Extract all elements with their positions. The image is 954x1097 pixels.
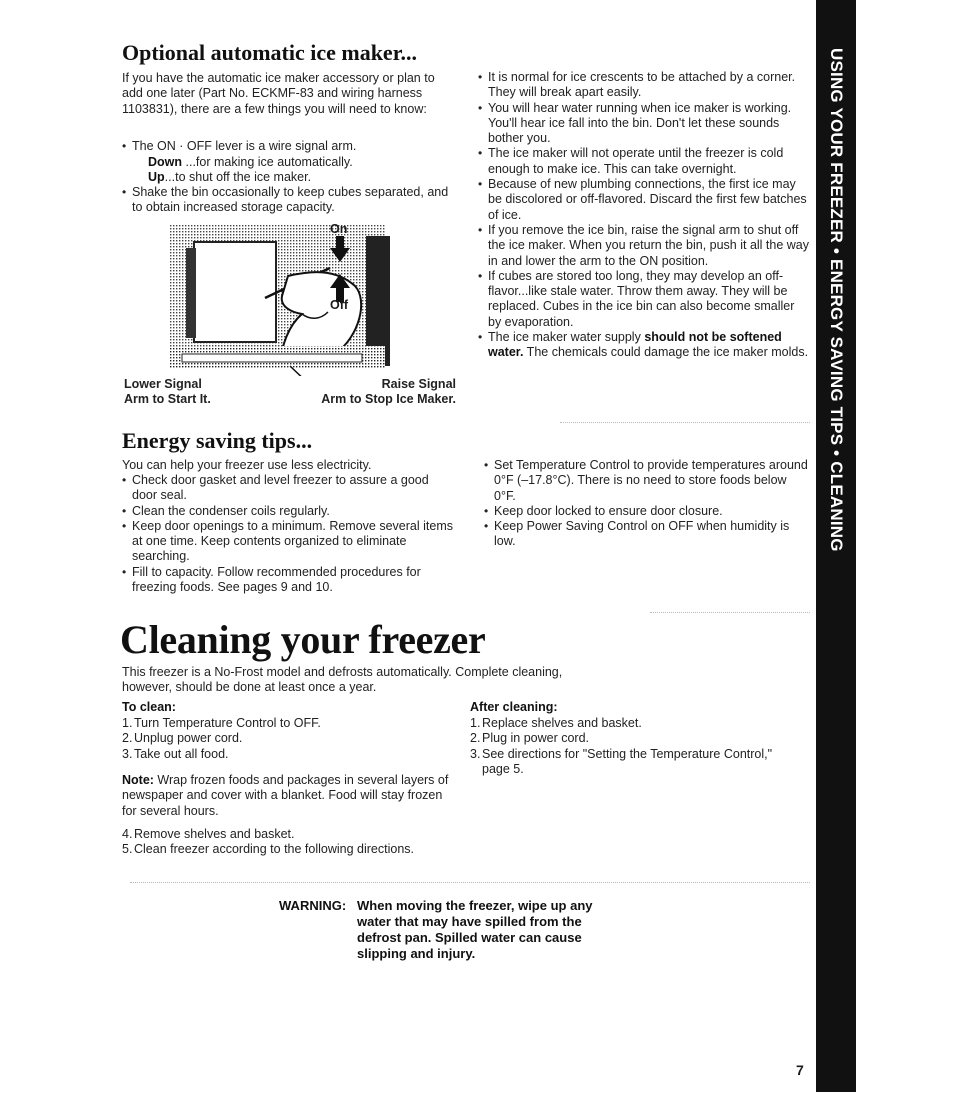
step-text: Clean freezer according to the following directions. <box>134 842 415 857</box>
energy-left-list <box>122 473 456 595</box>
ice-maker-shake-list <box>122 185 456 216</box>
list-item <box>122 185 456 216</box>
tip-text: Check door gasket and level freezer to assure a good door seal. <box>132 473 429 503</box>
soft-suffix: The chemicals could damage the ice maker molds. <box>523 345 809 360</box>
step-text: Turn Temperature Control to OFF. <box>134 716 321 730</box>
down-line <box>148 155 448 170</box>
tip-text: Keep door openings to a minimum. Remove several items at one time. Keep contents organized to eliminate searching. <box>132 518 453 564</box>
step-number: 3. <box>122 746 133 761</box>
after-cleaning-steps <box>470 716 800 777</box>
list-item <box>478 101 810 147</box>
side-tab-label: USING YOUR FREEZER • ENERGY SAVING TIPS • CLEANING <box>827 48 846 552</box>
to-clean-steps-a <box>122 716 456 762</box>
soft-prefix: The ice maker water supply <box>488 330 645 345</box>
tip-text: If cubes are stored too long, they may develop an off-flavor...like stale water. Throw them away. They will be replaced. Cubes in the ice bin can also become smaller by evaporation. <box>488 268 795 329</box>
warning-text: When moving the freezer, wipe up any water that may have spilled from the defrost pan. Spilled water can cause slipping and injury. <box>357 898 593 961</box>
on-label: On <box>330 222 348 236</box>
off-label: Off <box>330 298 349 312</box>
step-number: 4. <box>122 827 133 841</box>
ice-maker-intro: If you have the automatic ice maker accessory or plan to add one later (Part No. ECKMF-83 and wiring harness 1103831), there are a few things you will need to know: <box>122 71 435 116</box>
tip-text: Clean the condenser coils regularly. <box>132 503 330 518</box>
list-item <box>478 330 810 361</box>
caption-right <box>318 377 456 407</box>
tip-text: Because of new plumbing connections, the first ice may be discolored or off-flavored. Discard the first few batches of ice. <box>488 177 807 222</box>
step-number: 5. <box>122 842 133 857</box>
caption-right-line-2: Arm to Stop Ice Maker. <box>321 392 456 406</box>
step-text: Replace shelves and basket. <box>482 716 642 730</box>
step-number: 2. <box>122 731 133 746</box>
page-number: 7 <box>796 1062 804 1078</box>
tip-text: The ice maker will not operate until the freezer is cold enough to make ice. This can take overnight. <box>488 146 784 176</box>
list-item <box>478 146 810 177</box>
cleaning-intro: This freezer is a No-Frost model and defrosts automatically. Complete cleaning, however, should be done at least once a year. <box>122 665 563 695</box>
list-item <box>122 519 456 565</box>
list-item <box>470 716 800 731</box>
caption-left-line-2: Arm to Start It. <box>124 392 211 406</box>
soft-bold: should not be softened water. <box>488 330 782 360</box>
step-text: Remove shelves and basket. <box>134 827 295 841</box>
list-item <box>122 731 456 746</box>
tip-text: Fill to capacity. Follow recommended procedures for freezing foods. See pages 9 and 10. <box>132 564 421 595</box>
list-item <box>470 747 800 778</box>
list-item <box>484 504 810 519</box>
down-label: Down <box>148 155 183 169</box>
list-item <box>484 519 810 550</box>
tip-text: Keep Power Saving Control on OFF when humidity is low. <box>494 519 790 549</box>
list-item <box>122 827 456 842</box>
tip-text: It is normal for ice crescents to be attached by a corner. They will break apart easily. <box>488 70 796 100</box>
ice-maker-tips-list <box>478 70 810 361</box>
note-label: Note: <box>122 773 154 787</box>
caption-left-line-1: Lower Signal <box>124 377 202 391</box>
ice-maker-illustration <box>170 216 420 376</box>
cleaning-note <box>122 773 456 819</box>
side-tab <box>816 0 856 1092</box>
list-item <box>122 565 456 596</box>
tip-text: Set Temperature Control to provide temperatures around 0°F (–17.8°C). There is no need to store foods below 0°F. <box>494 458 808 503</box>
step-text: See directions for "Setting the Temperature Control," page 5. <box>482 746 773 776</box>
step-number: 1. <box>122 716 133 730</box>
list-item <box>470 731 800 746</box>
list-item <box>122 716 456 731</box>
list-item <box>122 473 456 504</box>
to-clean-heading: To clean: <box>122 700 176 714</box>
energy-intro: You can help your freezer use less electricity. <box>122 458 372 472</box>
list-item <box>122 504 456 519</box>
to-clean-steps-b <box>122 827 456 858</box>
list-item <box>484 458 810 504</box>
step-text: Unplug power cord. <box>134 731 243 746</box>
down-text: ...for making ice automatically. <box>182 155 353 169</box>
step-number: 1. <box>470 716 481 730</box>
lever-text: The ON · OFF lever is a wire signal arm. <box>132 139 357 153</box>
ice-maker-figure <box>170 216 420 376</box>
list-item <box>122 139 456 154</box>
tip-text: You will hear water running when ice maker is working. You'll hear ice fall into the bin. Don't let these sounds bother you. <box>488 100 792 146</box>
step-number: 3. <box>470 746 481 761</box>
list-item <box>478 269 810 330</box>
ice-maker-lever-list <box>122 139 456 154</box>
divider <box>130 882 810 885</box>
energy-heading: Energy saving tips... <box>122 428 313 453</box>
step-text: Plug in power cord. <box>482 731 590 746</box>
tip-text: If you remove the ice bin, raise the signal arm to shut off the ice maker. When you return the bin, push it all the way in and lower the arm to the ON position. <box>488 222 810 268</box>
divider <box>650 612 810 615</box>
up-line <box>148 170 448 185</box>
caption-left <box>124 377 211 407</box>
step-number: 2. <box>470 731 481 746</box>
list-item <box>478 177 810 223</box>
list-item <box>478 70 810 101</box>
caption-right-line-1: Raise Signal <box>381 377 456 391</box>
ice-maker-heading: Optional automatic ice maker... <box>122 40 417 65</box>
list-item <box>122 747 456 762</box>
tip-text: Keep door locked to ensure door closure. <box>494 503 723 518</box>
list-item <box>122 842 456 857</box>
up-label: Up <box>148 170 165 184</box>
step-text: Take out all food. <box>134 746 229 761</box>
divider <box>560 422 810 425</box>
warning-label: WARNING: <box>279 898 347 913</box>
up-text: ...to shut off the ice maker. <box>164 170 312 184</box>
list-item <box>478 223 810 269</box>
after-cleaning-heading: After cleaning: <box>470 700 558 714</box>
energy-right-list <box>484 458 810 550</box>
note-text: Wrap frozen foods and packages in several layers of newspaper and cover with a blanket. Food will stay frozen for several hours. <box>122 773 449 818</box>
cleaning-heading: Cleaning your freezer <box>120 617 486 662</box>
shake-text: Shake the bin occasionally to keep cubes separated, and to obtain increased storage capacity. <box>132 185 449 215</box>
